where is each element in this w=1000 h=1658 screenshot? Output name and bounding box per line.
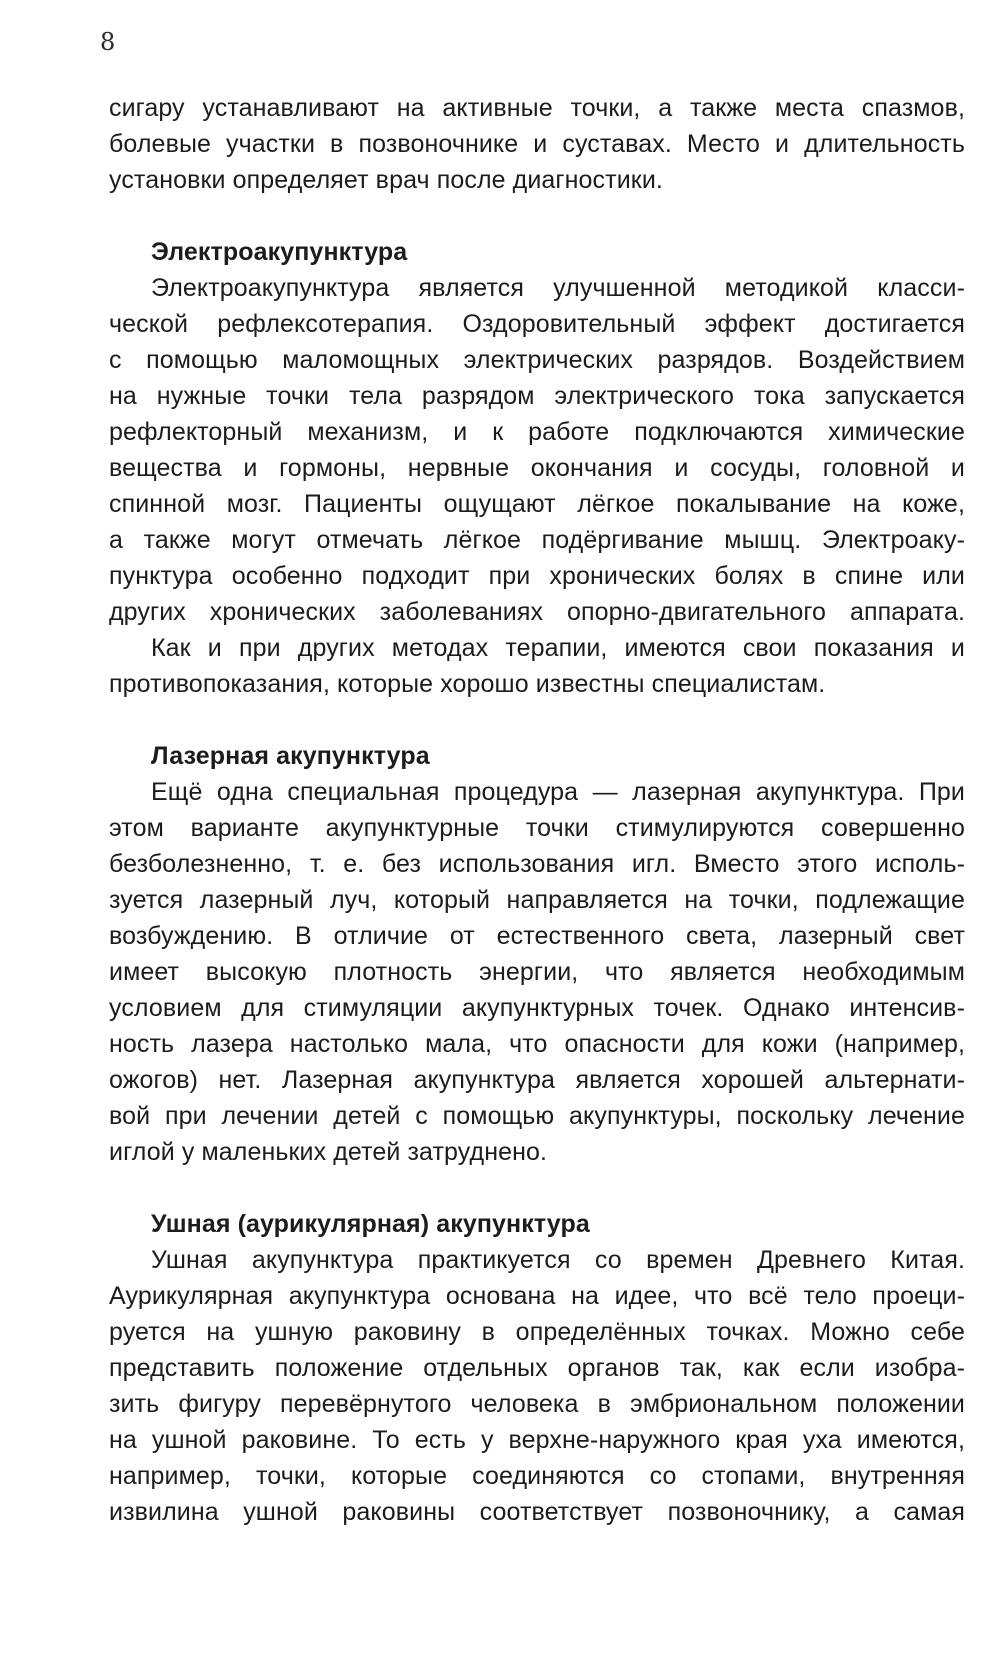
section-gap: [109, 198, 965, 234]
text-line: ность лазера настолько мала, что опасности для кожи (например,: [109, 1030, 965, 1058]
text-line: Как и при других методах терапии, имеются свои показания и: [151, 634, 965, 662]
text-line: других хронических заболеваниях опорно-двигательного аппарата.: [109, 598, 965, 626]
text-line: зить фигуру перевёрнутого человека в эмбриональном положении: [109, 1390, 965, 1418]
section-auricular-acupuncture: [109, 1206, 965, 1530]
text-line: представить положение отдельных органов так, как если изобра-: [109, 1354, 965, 1382]
text-line: Электроакупунктура является улучшенной методикой класси-: [151, 274, 965, 302]
text-line: спинной мозг. Пациенты ощущают лёгкое покалывание на коже,: [109, 490, 965, 518]
text-line: а также могут отмечать лёгкое подёргивание мышц. Электроаку-: [109, 526, 965, 554]
text-line: например, точки, которые соединяются со стопами, внутренняя: [109, 1462, 965, 1490]
text-line: болевые участки в позвоночнике и суставах. Место и длительность: [109, 130, 965, 158]
text-line: на нужные точки тела разрядом электрического тока запускается: [109, 382, 965, 410]
text-line: противопоказания, которые хорошо известны специалистам.: [109, 670, 826, 698]
text-line: рефлекторный механизм, и к работе подключаются химические: [109, 418, 965, 446]
text-line: безболезненно, т. е. без использования игл. Вместо этого исполь-: [109, 850, 965, 878]
section-heading: Ушная (аурикулярная) акупунктура: [151, 1210, 590, 1238]
text-line: на ушной раковине. То есть у верхне-наружного края уха имеются,: [109, 1426, 965, 1454]
text-line: Аурикулярная акупунктура основана на идее, что всё тело проеци-: [109, 1282, 965, 1310]
paragraph: [109, 270, 965, 630]
text-column: [109, 90, 965, 1530]
paragraph: [109, 1242, 965, 1530]
text-line: вещества и гормоны, нервные окончания и сосуды, головной и: [109, 454, 965, 482]
text-line: этом варианте акупунктурные точки стимулируются совершенно: [109, 814, 965, 842]
paragraph: [109, 630, 965, 702]
text-line: имеет высокую плотность энергии, что является необходимым: [109, 958, 965, 986]
section-electroacupuncture: [109, 234, 965, 702]
text-line: условием для стимуляции акупунктурных точек. Однако интенсив-: [109, 994, 965, 1022]
section-gap: [109, 702, 965, 738]
text-line: с помощью маломощных электрических разрядов. Воздействием: [109, 346, 965, 374]
text-line: возбуждению. В отличие от естественного света, лазерный свет: [109, 922, 965, 950]
section-laser-acupuncture: [109, 738, 965, 1170]
section-heading: Электроакупунктура: [151, 238, 408, 266]
text-line: извилина ушной раковины соответствует позвоночнику, а самая: [109, 1498, 965, 1526]
intro-paragraph: [109, 90, 965, 198]
paragraph: [109, 774, 965, 1170]
text-line: иглой у маленьких детей затруднено.: [109, 1138, 548, 1166]
section-heading: Лазерная акупунктура: [151, 742, 430, 770]
text-line: ческой рефлексотерапия. Оздоровительный эффект достигается: [109, 310, 965, 338]
page-number: 8: [100, 28, 116, 56]
text-line: вой при лечении детей с помощью акупунктуры, поскольку лечение: [109, 1102, 965, 1130]
section-gap: [109, 1170, 965, 1206]
text-line: руется на ушную раковину в определённых точках. Можно себе: [109, 1318, 965, 1346]
text-line: сигару устанавливают на активные точки, а также места спазмов,: [109, 94, 965, 122]
text-line: Ушная акупунктура практикуется со времен Древнего Китая.: [151, 1246, 965, 1274]
text-line: Ещё одна специальная процедура — лазерная акупунктура. При: [151, 778, 965, 806]
text-line: установки определяет врач после диагностики.: [109, 166, 663, 194]
text-line: пунктура особенно подходит при хронических болях в спине или: [109, 562, 965, 590]
text-line: зуется лазерный луч, который направляется на точки, подлежащие: [109, 886, 965, 914]
text-line: ожогов) нет. Лазерная акупунктура является хорошей альтернати-: [109, 1066, 965, 1094]
